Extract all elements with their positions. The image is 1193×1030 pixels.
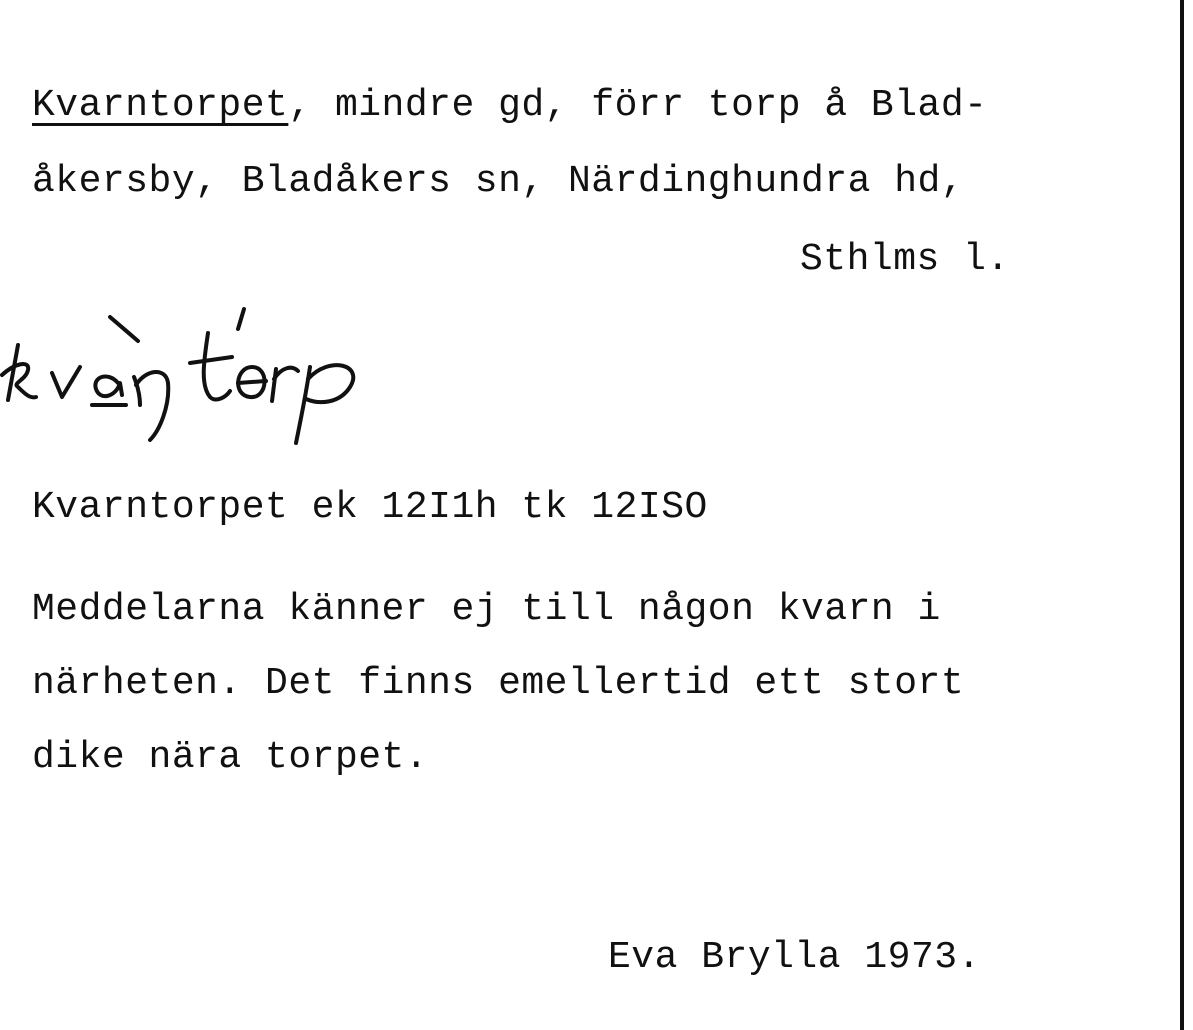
card-edge-line	[1180, 0, 1184, 1030]
header-line-3: Sthlms l.	[800, 238, 1010, 281]
note-line-3: dike nära torpet.	[32, 736, 429, 779]
header-line-1-rest: , mindre gd, förr torp å Blad-	[288, 84, 988, 127]
header-line-2: åkersby, Bladåkers sn, Närdinghundra hd,	[32, 160, 965, 203]
header-line-1	[32, 84, 987, 128]
map-reference: Kvarntorpet ek 12I1h tk 12ISO	[32, 486, 708, 529]
handwritten-pronunciation	[0, 305, 380, 455]
signature: Eva Brylla 1973.	[608, 936, 981, 979]
place-name: Kvarntorpet	[32, 84, 289, 127]
note-line-2: närheten. Det finns emellertid ett stort	[32, 662, 965, 705]
note-line-1: Meddelarna känner ej till någon kvarn i	[32, 588, 941, 631]
